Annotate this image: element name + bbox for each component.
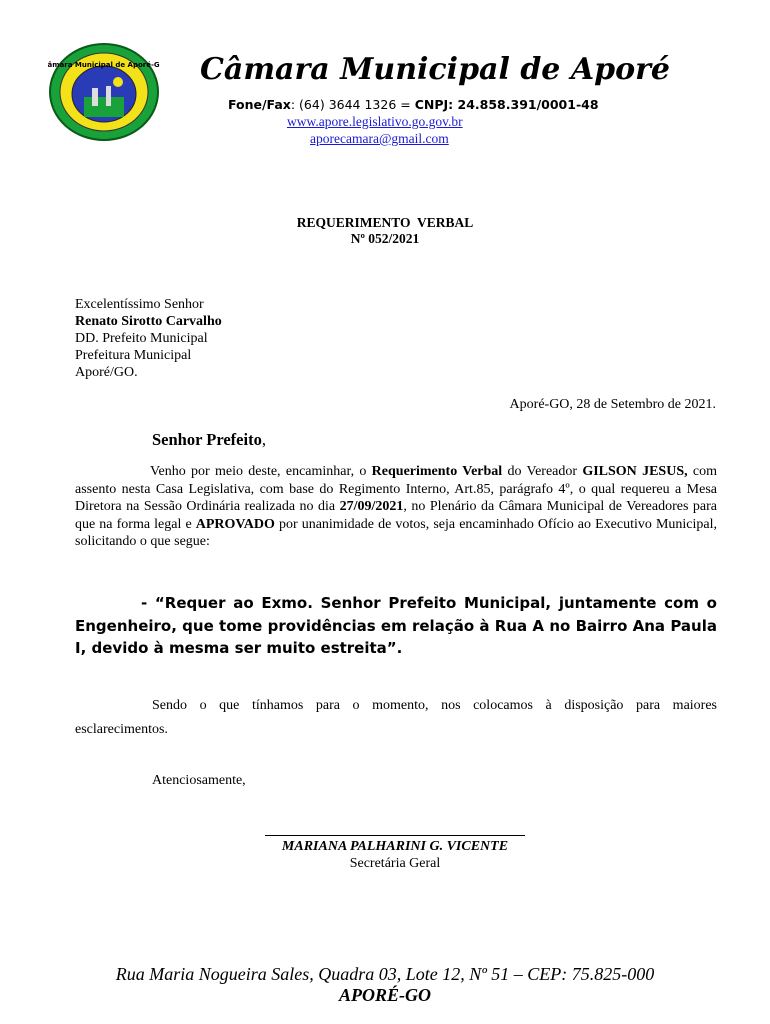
body-text-4: , no Plenário da Câmara Municipal de Vereadores para que na forma legal e	[75, 499, 717, 532]
signatory-role: Secretária Geral	[349, 856, 441, 871]
chamber-title: Câmara Municipal de Aporé	[200, 52, 670, 87]
svg-text:Câmara Municipal de Aporé-GO: Câmara Municipal de Aporé-GO	[48, 61, 160, 69]
closing-line-2: esclarecimentos.	[75, 722, 168, 737]
chamber-logo	[48, 42, 160, 142]
addressee-name: Renato Sirotto Carvalho	[75, 314, 222, 329]
addressee-line1: Excelentíssimo Senhor	[75, 297, 204, 312]
closing-line-1: Sendo o que tínhamos para o momento, nos colocamos à disposição para maiores	[152, 698, 717, 713]
signatory-name: MARIANA PALHARINI G. VICENTE	[281, 839, 509, 854]
body-bold-1: Requerimento Verbal	[371, 464, 503, 479]
regards: Atenciosamente,	[152, 773, 246, 788]
body-paragraph	[75, 463, 717, 551]
letter-date: Aporé-GO, 28 de Setembro de 2021.	[509, 397, 716, 412]
footer-address: Rua Maria Nogueira Sales, Quadra 03, Lote 12, Nº 51 – CEP: 75.825-000	[115, 964, 655, 984]
body-text-2: do Vereador	[502, 464, 583, 479]
salutation	[152, 430, 266, 450]
document-number: Nº 052/2021	[350, 231, 420, 246]
body-bold-3: 27/09/2021	[339, 499, 404, 514]
body-bold-4: APROVADO	[195, 516, 275, 532]
addressee-line5: Aporé/GO.	[75, 365, 138, 380]
salutation-punct: ,	[261, 430, 266, 449]
document-type: REQUERIMENTO VERBAL	[296, 215, 474, 230]
signature-line	[265, 835, 525, 836]
footer-city: APORÉ-GO	[338, 985, 431, 1005]
body-text-5: por unanimidade de votos, seja encaminhado Ofício ao Executivo Municipal, solicitando o que segue:	[75, 516, 717, 549]
contact-line	[228, 97, 599, 112]
cnpj: CNPJ: 24.858.391/0001-48	[414, 97, 599, 112]
body-text-3: com assento nesta Casa Legislativa, com base do Regimento Interno, Art.85, parágrafo 4º, o qual requereu a Mesa Diretora na Sessão Ordinária realizada no dia	[75, 464, 718, 514]
salutation-text: Senhor Prefeito	[152, 430, 262, 449]
website-link[interactable]: www.apore.legislativo.go.gov.br	[287, 114, 463, 129]
phone-value: : (64) 3644 1326 =	[290, 97, 415, 112]
request-text: - “Requer ao Exmo. Senhor Prefeito Municipal, juntamente com o Engenheiro, que tome providências em relação à Rua A no Bairro Ana Paula I, devido à mesma ser muito estreita”.	[75, 594, 717, 657]
email-link[interactable]: aporecamara@gmail.com	[310, 131, 449, 146]
body-bold-2: GILSON JESUS,	[582, 464, 688, 479]
addressee-line4: Prefeitura Municipal	[75, 348, 192, 363]
phone-label: Fone/Fax	[228, 97, 291, 112]
addressee-line3: DD. Prefeito Municipal	[75, 331, 208, 346]
addressee-block	[75, 296, 222, 381]
body-text-1: Venho por meio deste, encaminhar, o	[150, 464, 372, 479]
